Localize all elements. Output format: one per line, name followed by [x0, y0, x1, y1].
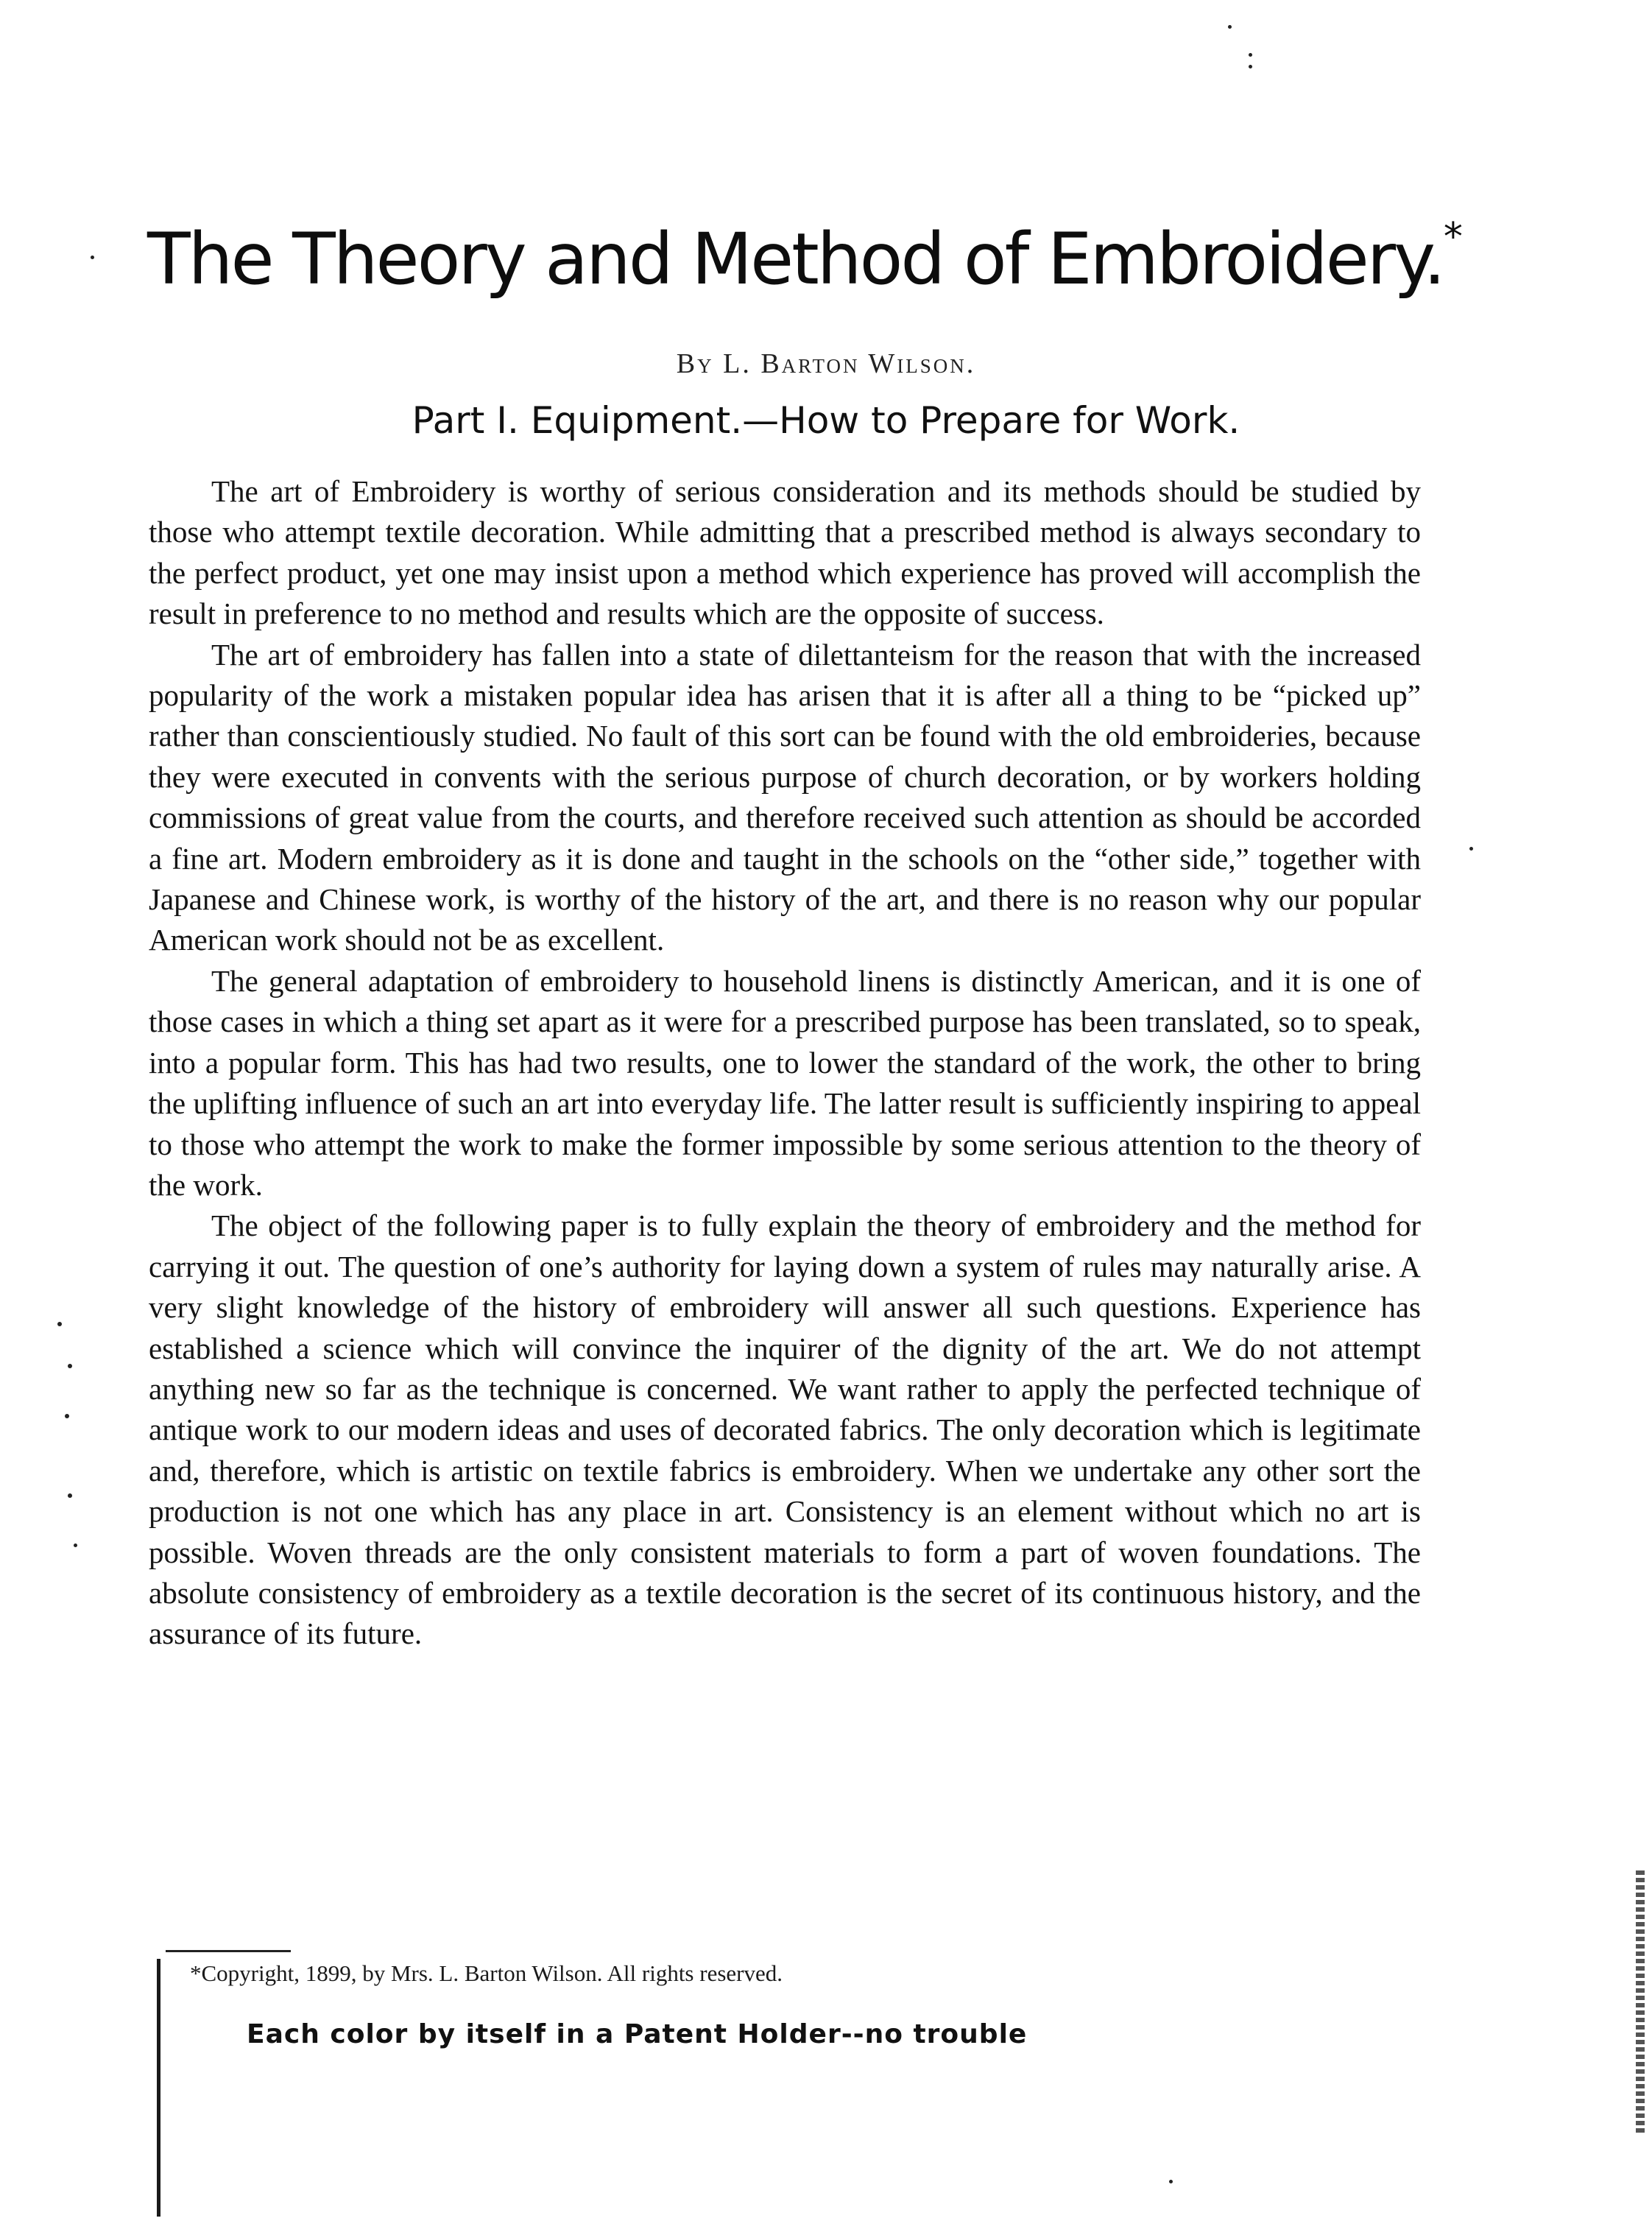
scan-speck	[91, 256, 94, 259]
article-title	[147, 215, 1461, 300]
scan-speck	[1249, 65, 1252, 68]
scan-edge-artifact	[1636, 1870, 1645, 2136]
scan-speck	[1228, 25, 1232, 29]
footnote-divider	[166, 1950, 291, 1952]
scan-speck	[74, 1544, 77, 1547]
copyright-footnote: *Copyright, 1899, by Mrs. L. Barton Wilson. All rights reserved.	[190, 1960, 783, 1986]
scan-speck	[1249, 53, 1252, 57]
author-byline: By L. Barton Wilson.	[676, 348, 976, 379]
scan-speck	[57, 1322, 62, 1326]
title-footnote-marker: *	[1443, 215, 1461, 259]
scan-speck	[65, 1414, 69, 1418]
paragraph-3: The general adaptation of embroidery to household linens is distinctly American, and it is one of those cases in which a thing set apart as it were for a prescribed purpose has been translated, so to speak, into a popular form. This has had two results, one to lower the standard of the work, the other to bring the uplifting influence of such an art into everyday life. The latter result is sufficiently inspiring to appeal to those who attempt the work to make the former impossible by some serious attention to the theory of the work.	[149, 963, 1421, 1202]
scan-speck	[1169, 2180, 1173, 2183]
scan-speck	[1469, 847, 1473, 851]
advertisement-line: Each color by itself in a Patent Holder--no trouble	[247, 2019, 1028, 2049]
paragraph-4: The object of the following paper is to fully explain the theory of embroidery and the method for carrying it out. The question of one’s authority for laying down a system of rules may naturally arise. A very slight knowledge of the history of embroidery will answer all such questions. Experience has established a science which will convince the inquirer of the dignity of the art. We do not attempt anything new so far as the technique is concerned. We want rather to apply the perfected technique of antique work to our modern ideas and uses of decorated fabrics. The only decoration which is legitimate and, therefore, which is artistic on textile fabrics is embroidery. When we undertake any other sort the production is not one which has any place in art. Consistency is an element without which no art is possible. Woven threads are the only consistent materials to form a part of woven foundations. The absolute consistency of embroidery as a textile decoration is the secret of its continuous history, and the assurance of its future.	[149, 1208, 1421, 1651]
part-heading: Part I. Equipment.—How to Prepare for Work.	[412, 399, 1240, 442]
scan-speck	[68, 1493, 72, 1498]
article-body	[149, 471, 1421, 1655]
article-title-text: The Theory and Method of Embroidery.	[147, 218, 1444, 300]
scan-margin-mark	[157, 1959, 160, 2217]
paragraph-1: The art of Embroidery is worthy of serious consideration and its methods should be studied by those who attempt textile decoration. While admitting that a prescribed method is always secondary to the perfect product, yet one may insist upon a method which experience has proved will accomplish the result in preference to no method and results which are the opposite of success.	[149, 474, 1421, 631]
scan-speck	[68, 1364, 72, 1368]
paragraph-2: The art of embroidery has fallen into a state of dilettanteism for the reason that with the increased popularity of the work a mistaken popular idea has arisen that it is after all a thing to be “picked up” rather than conscientiously studied. No fault of this sort can be found with the old embroideries, because they were executed in convents with the serious purpose of church decoration, or by workers holding commissions of great value from the courts, and therefore received such attention as should be accorded a fine art. Modern embroidery as it is done and taught in the schools on the “other side,” together with Japanese and Chinese work, is worthy of the history of the art, and there is no reason why our popular American work should not be as excellent.	[149, 637, 1421, 957]
